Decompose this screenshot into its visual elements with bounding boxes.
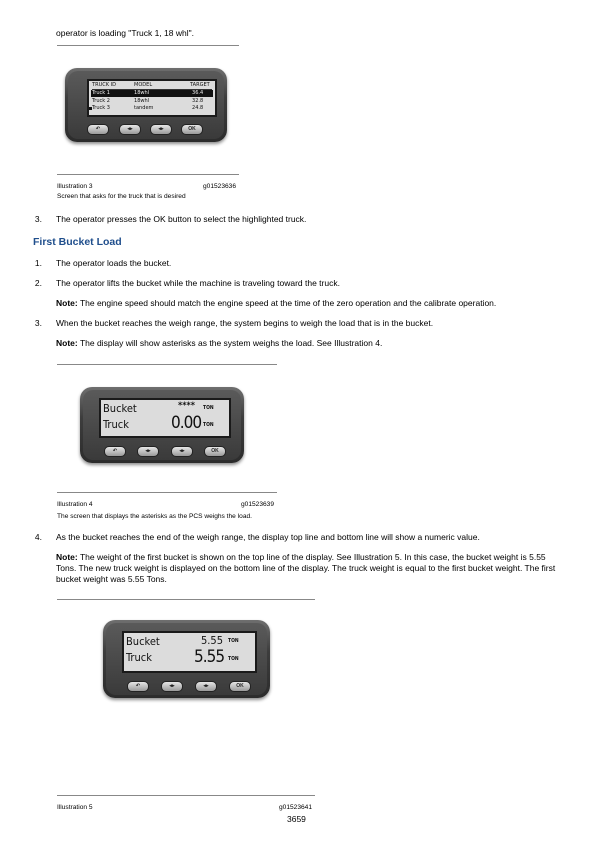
divider: [57, 492, 277, 493]
note-label: Note:: [56, 338, 78, 348]
ok-button: OK: [181, 124, 203, 135]
display-screen: [87, 79, 217, 117]
truck-value: 5.55: [194, 647, 225, 667]
left-right-icon: ◂▸: [127, 126, 133, 132]
left-right-button: [171, 446, 193, 457]
back-icon: ↶: [95, 126, 101, 132]
note-label: Note:: [56, 552, 78, 562]
illustration-code: g01523639: [241, 501, 275, 508]
truck-id-cell: Truck 2: [92, 98, 110, 104]
column-header-truck-id: TRUCK ID: [92, 82, 117, 88]
ok-button: OK: [229, 681, 251, 692]
back-icon: ↶: [112, 448, 118, 454]
model-cell: 18whl: [134, 90, 150, 96]
left-right-icon: ◂▸: [158, 126, 164, 132]
truck-label: Truck: [126, 651, 152, 664]
truck-id-cell: Truck 3: [92, 105, 110, 111]
illustration-caption: The screen that displays the asterisks as the PCS weighs the load.: [57, 513, 252, 520]
divider: [57, 364, 277, 365]
section-heading: First Bucket Load: [33, 236, 122, 248]
left-right-button: [119, 124, 141, 135]
divider: [57, 45, 239, 46]
bucket-weight-display-image: [103, 620, 270, 698]
truck-unit: TON: [228, 656, 239, 662]
note-text: The engine speed should match the engine speed at the time of the zero operation and the calibrate operation.: [77, 298, 497, 308]
bucket-unit: TON: [203, 405, 214, 411]
list-text: As the bucket reaches the end of the weigh range, the display top line and bottom line will show a numeric value.: [56, 532, 480, 542]
left-right-icon: ◂▸: [179, 448, 185, 454]
bucket-label: Bucket: [103, 402, 137, 415]
note: [56, 552, 568, 585]
note: [56, 298, 566, 309]
weighing-display-image: [80, 387, 244, 463]
column-header-model: MODEL: [134, 82, 153, 88]
illustration-label: Illustration 4: [57, 501, 93, 508]
list-text: The operator loads the bucket.: [56, 258, 172, 268]
note-label: Note:: [56, 298, 78, 308]
truck-select-display-image: [65, 68, 227, 142]
illustration-label: Illustration 5: [57, 804, 93, 811]
list-number: 4.: [34, 532, 42, 542]
list-number: 2.: [34, 278, 42, 288]
bucket-value: ****: [178, 401, 195, 411]
bucket-unit: TON: [228, 638, 239, 644]
display-screen: [122, 631, 257, 673]
note-text: The display will show asterisks as the system weighs the load. See Illustration 4.: [77, 338, 383, 348]
truck-label: Truck: [103, 418, 129, 431]
display-screen: [99, 398, 231, 438]
divider: [57, 174, 239, 175]
column-header-target: TARGET: [190, 82, 210, 88]
truck-id-cell: Truck 1: [92, 90, 110, 96]
table-row: [91, 98, 213, 105]
page-number: 3659: [287, 814, 306, 824]
left-right-icon: ◂▸: [145, 448, 151, 454]
back-button: [127, 681, 149, 692]
truck-unit: TON: [203, 422, 214, 428]
left-right-button: [195, 681, 217, 692]
target-cell: 36.4: [192, 90, 204, 96]
list-number: 3.: [34, 214, 42, 224]
back-icon: ↶: [135, 683, 141, 689]
model-cell: tandem: [134, 105, 154, 111]
illustration-label: Illustration 3: [57, 183, 93, 190]
divider: [57, 599, 315, 600]
list-number: 1.: [34, 258, 42, 268]
target-cell: 24.8: [192, 105, 204, 111]
illustration-caption: Screen that asks for the truck that is desired: [57, 193, 186, 200]
back-button: [104, 446, 126, 457]
note-text: The weight of the first bucket is shown on the top line of the display. See Illustration 5. In this case, the bucket weight is 5.55 Tons. The new truck weight is displayed on the bottom line of the display. The truck weight is equal to the first bucket weight. The first bucket weight was 5.55 Tons.: [56, 552, 556, 584]
left-right-button: [137, 446, 159, 457]
illustration-code: g01523636: [203, 183, 237, 190]
left-right-icon: ◂▸: [169, 683, 175, 689]
bucket-label: Bucket: [126, 635, 160, 648]
bucket-value: 5.55: [201, 634, 224, 647]
intro-text: operator is loading "Truck 1, 18 whl".: [56, 28, 195, 38]
list-text: The operator presses the OK button to select the highlighted truck.: [56, 214, 307, 224]
list-number: 3.: [34, 318, 42, 328]
left-right-button: [150, 124, 172, 135]
note: [56, 338, 566, 349]
table-row-highlighted: [91, 90, 213, 97]
illustration-code: g01523641: [279, 804, 313, 811]
divider: [57, 795, 315, 796]
target-cell: 32.8: [192, 98, 204, 104]
left-right-button: [161, 681, 183, 692]
list-text: When the bucket reaches the weigh range, the system begins to weigh the load that is in the bucket.: [56, 318, 434, 328]
back-button: [87, 124, 109, 135]
model-cell: 18whl: [134, 98, 150, 104]
left-right-icon: ◂▸: [203, 683, 209, 689]
table-row: [91, 105, 213, 112]
ok-button: OK: [204, 446, 226, 457]
truck-value: 0.00: [171, 413, 202, 433]
list-text: The operator lifts the bucket while the machine is traveling toward the truck.: [56, 278, 340, 288]
